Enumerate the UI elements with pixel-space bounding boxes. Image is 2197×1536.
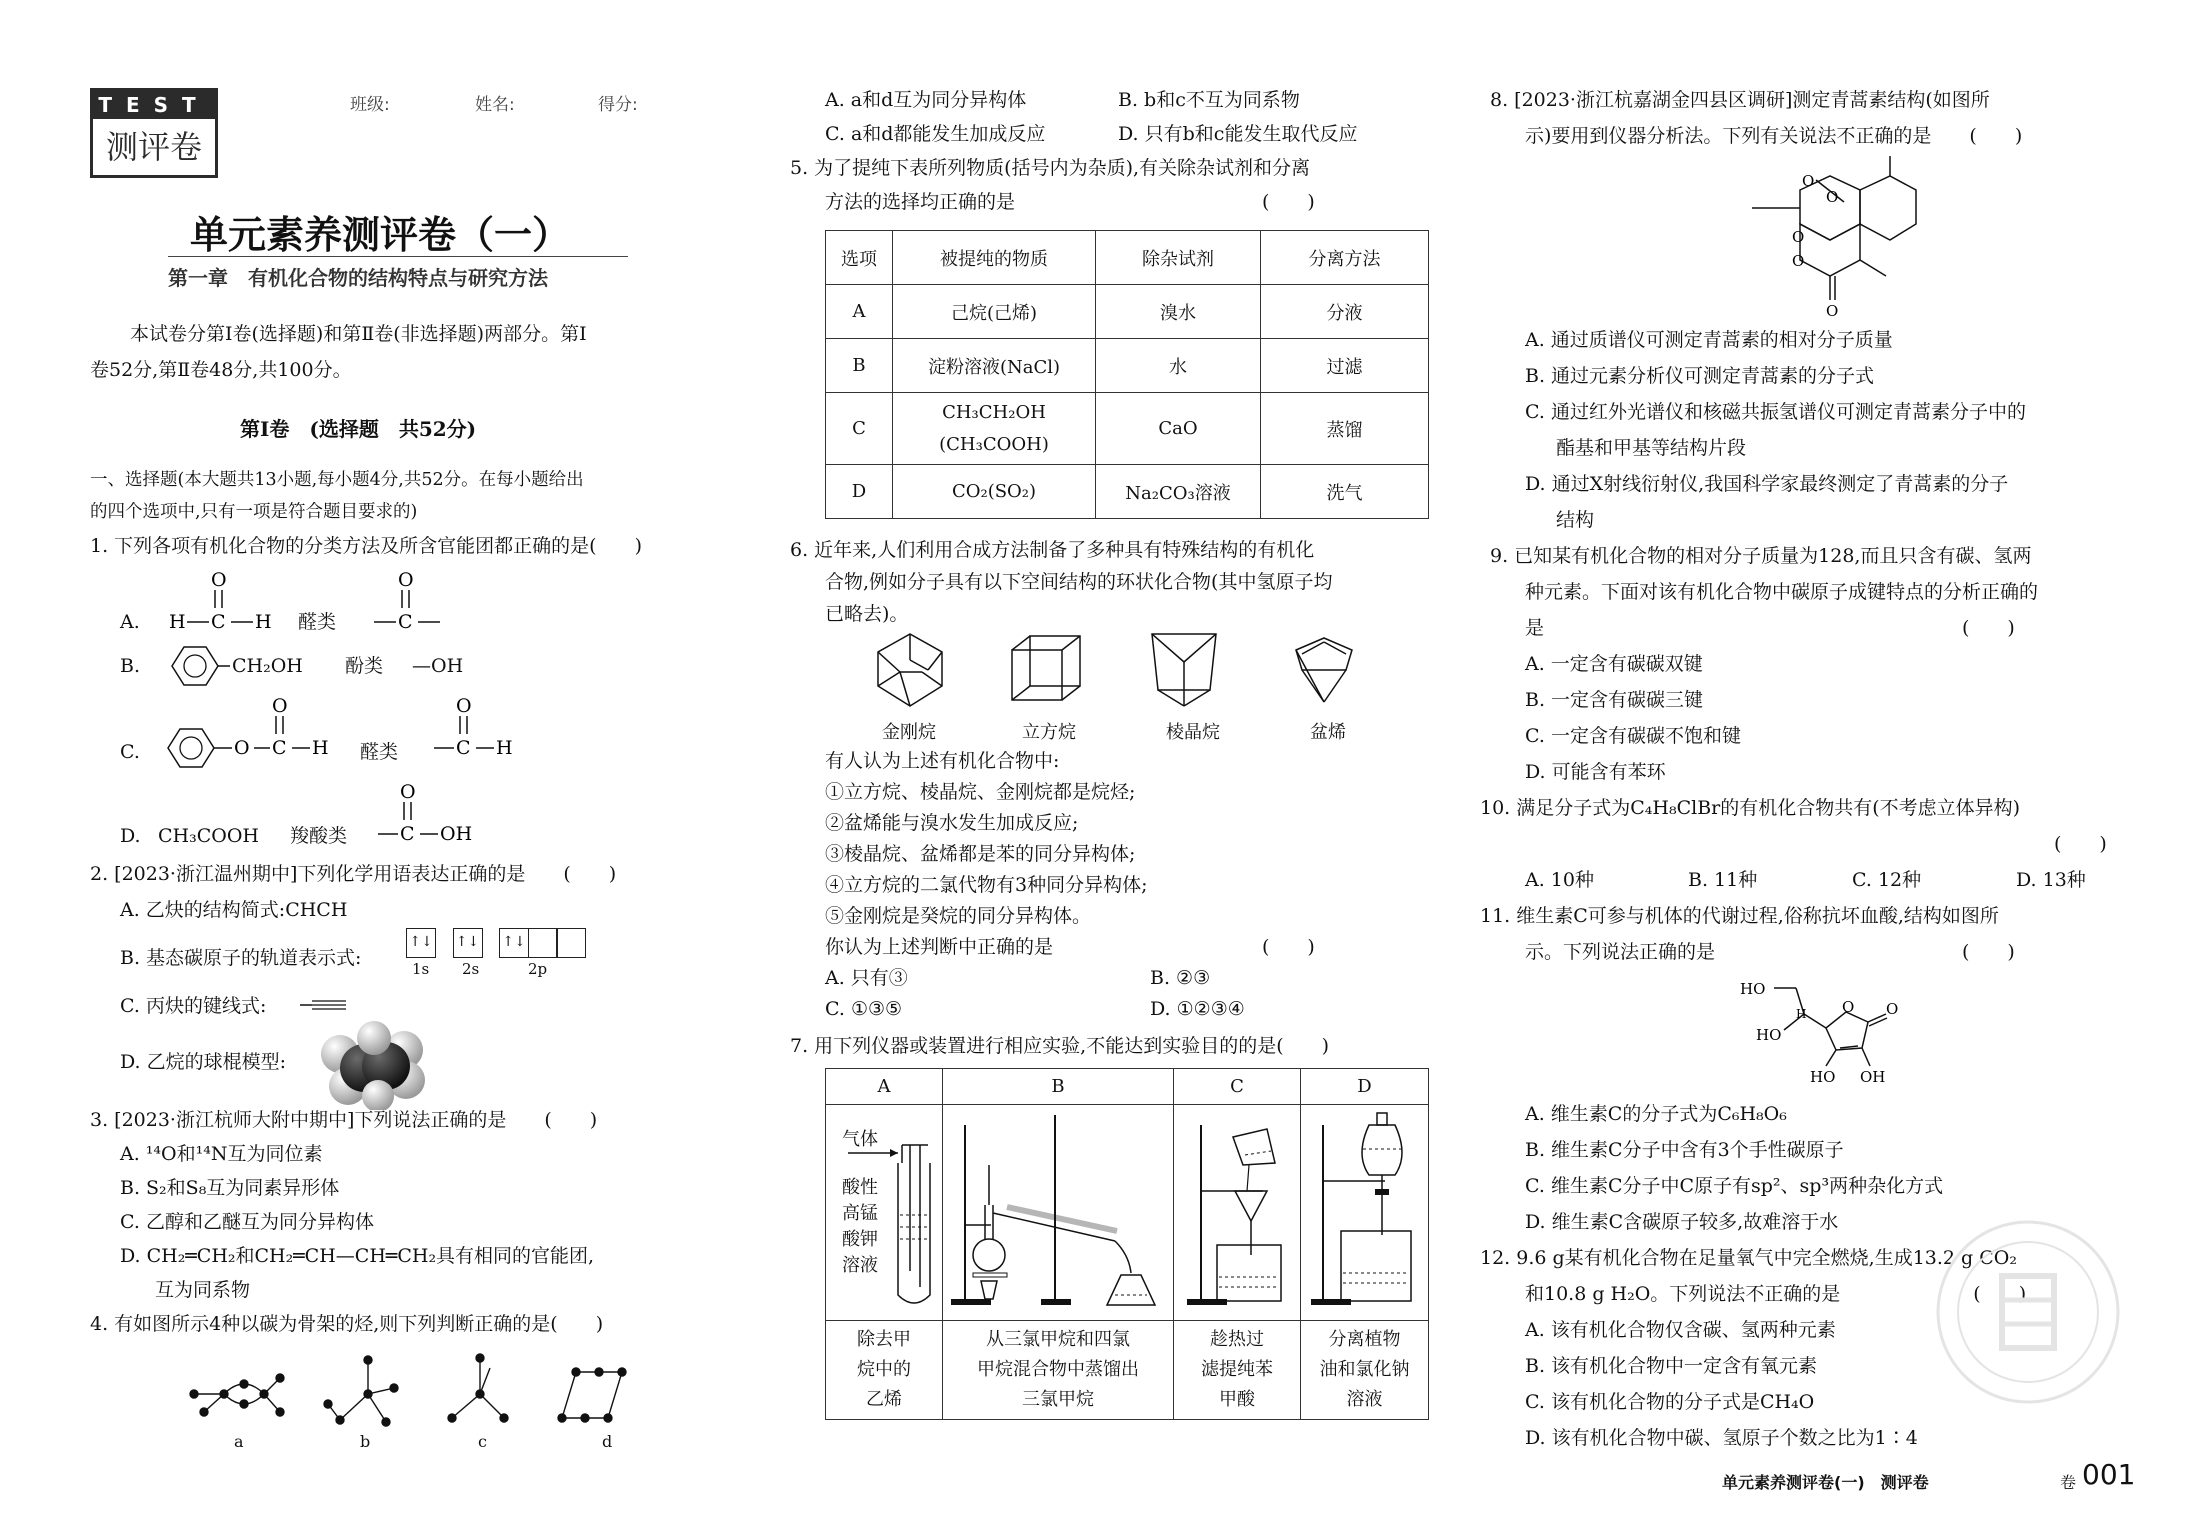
q5-cell: D <box>826 465 893 519</box>
q8-stem-line-1: 8. [2023·浙江杭嘉湖金四县区调研]测定青蒿素结构(如图所 <box>1490 89 1990 111</box>
q8-option-d-line-1: D. 通过X射线衍射仪,我国科学家最终测定了青蒿素的分子 <box>1525 473 2009 495</box>
benzvalene-icon <box>1296 638 1352 702</box>
q7-apparatus-c <box>1174 1105 1301 1321</box>
artemisinin-structure <box>1740 150 1940 320</box>
q7-diagram-row <box>826 1105 1429 1321</box>
svg-text:HO: HO <box>1740 980 1766 998</box>
svg-text:OH: OH <box>440 823 473 845</box>
adamantane-icon <box>878 634 942 706</box>
q6-option-c: C. ①③⑤ <box>825 998 903 1020</box>
table-row <box>826 285 1429 339</box>
hot-filtration-apparatus <box>1177 1105 1297 1315</box>
svg-text:O: O <box>456 695 472 717</box>
molecule-name-cubane: 立方烷 <box>1022 722 1076 743</box>
q12-stem-line-2: 和10.8 g H₂O。下列说法不正确的是 ( ) <box>1525 1283 2027 1305</box>
caption-line: 油和氯化钠 <box>1319 1359 1410 1380</box>
orbital-2s: ↑↓ <box>453 928 483 958</box>
table-row <box>826 339 1429 393</box>
footer-vol: 卷 <box>2060 1473 2077 1492</box>
svg-text:O: O <box>1826 302 1839 320</box>
skeleton-a <box>190 1374 284 1416</box>
q5-table-header <box>826 231 1429 285</box>
q7-apparatus-a <box>826 1105 943 1321</box>
svg-text:C: C <box>456 737 471 759</box>
q2-option-c: C. 丙炔的键线式: <box>120 995 267 1017</box>
q6-option-d: D. ①②③④ <box>1150 998 1245 1020</box>
orbital-1s: ↑↓ <box>406 928 436 958</box>
propyne-skeletal-line <box>300 998 350 1012</box>
q5-table <box>825 230 1429 519</box>
q10-stem-line-1: 10. 满足分子式为C₄H₈ClBr的有机化合物共有(不考虑立体异构) <box>1480 797 2021 819</box>
q3-option-d-line-1: D. CH₂═CH₂和CH₂═CH—CH═CH₂具有相同的官能团, <box>120 1245 595 1267</box>
reagent-line: 溶液 <box>842 1255 878 1276</box>
q2-option-a: A. 乙炔的结构简式:CHCH <box>120 899 348 921</box>
reagent-line: 高锰 <box>842 1203 878 1224</box>
q6-item-3: ③棱晶烷、盆烯都是苯的同分异构体; <box>825 843 1136 865</box>
q2-option-d: D. 乙烷的球棍模型: <box>120 1051 287 1073</box>
q5-cell: 过滤 <box>1261 339 1429 393</box>
q6-item-2: ②盆烯能与溴水发生加成反应; <box>825 812 1079 834</box>
test-badge <box>90 88 218 178</box>
orbital-2p-3 <box>556 928 586 958</box>
molecule-name-benzvalene: 盆烯 <box>1310 722 1346 743</box>
q9-option-c: C. 一定含有碳碳不饱和键 <box>1525 725 1741 747</box>
section1-line-2: 的四个选项中,只有一项是符合题目要求的) <box>90 502 418 522</box>
badge-top: TEST <box>93 91 215 119</box>
q7-apparatus-table <box>825 1068 1429 1420</box>
svg-text:HO: HO <box>1810 1068 1836 1086</box>
q4-option-a: A. a和d互为同分异构体 <box>825 89 1027 111</box>
footer-title: 单元素养测评卷(一) 测评卷 <box>1722 1473 1929 1492</box>
page-number: 001 <box>2082 1458 2136 1491</box>
orbital-2p-2 <box>528 928 558 958</box>
svg-text:O: O <box>1802 172 1815 190</box>
svg-text:O: O <box>1792 252 1805 270</box>
q10-option-a: A. 10种 <box>1525 869 1594 891</box>
svg-text:O: O <box>211 569 227 591</box>
q5-cell: B <box>826 339 893 393</box>
page-subtitle: 第一章 有机化合物的结构特点与研究方法 <box>168 266 548 290</box>
q5-cell: Na₂CO₃溶液 <box>1096 465 1261 519</box>
q5-cell: 洗气 <box>1261 465 1429 519</box>
q4-option-d: D. 只有b和c能发生取代反应 <box>1118 123 1358 145</box>
q1-option-c-label: C. <box>120 741 140 763</box>
svg-text:HO: HO <box>1756 1026 1782 1044</box>
q7-apparatus-b <box>943 1105 1174 1321</box>
table-row <box>826 465 1429 519</box>
q1-option-b-label: B. <box>120 655 141 677</box>
intro-line-2: 卷52分,第Ⅱ卷48分,共100分。 <box>90 359 352 381</box>
q5-header-method: 分离方法 <box>1261 231 1429 285</box>
q7-header-row <box>826 1069 1429 1105</box>
skeleton-b <box>324 1356 398 1426</box>
svg-text:C: C <box>272 737 287 759</box>
q1-option-a-class: 醛类 <box>298 611 337 633</box>
part1-title: 第Ⅰ卷 (选择题 共52分) <box>240 417 477 441</box>
score-field: 得分: <box>598 95 638 115</box>
cage-molecules <box>870 630 1410 710</box>
q5-cell: CO₂(SO₂) <box>893 465 1096 519</box>
q1-option-b-formula: CH₂OH <box>232 655 303 677</box>
svg-text:O: O <box>234 737 250 759</box>
skeleton-c <box>448 1354 508 1422</box>
watermark-seal-icon <box>1928 1212 2128 1412</box>
intro-line-1: 本试卷分第Ⅰ卷(选择题)和第Ⅱ卷(非选择题)两部分。第Ⅰ <box>130 323 587 345</box>
aldehyde-group <box>432 690 522 776</box>
q7-caption-d <box>1301 1321 1429 1420</box>
q7-header-a: A <box>826 1069 943 1105</box>
svg-text:H: H <box>496 737 513 759</box>
cubane-icon <box>1012 636 1080 700</box>
svg-text:O: O <box>398 569 414 591</box>
q5-cell: CH₃CH₂OH (CH₃COOH) <box>893 393 1096 465</box>
q7-header-c: C <box>1174 1069 1301 1105</box>
q7-caption-a <box>826 1321 943 1420</box>
reagent-line: 酸钾 <box>842 1229 878 1250</box>
carbonyl-group <box>372 568 442 640</box>
q6-stem-line-3: 已略去)。 <box>825 603 909 625</box>
table-row <box>826 393 1429 465</box>
q10-stem-line-2: ( ) <box>2054 833 2107 855</box>
q7-caption-c <box>1174 1321 1301 1420</box>
q9-stem-line-3: 是 ( ) <box>1525 617 2015 639</box>
q1-option-b-class: 酚类 <box>345 655 384 677</box>
q10-option-c: C. 12种 <box>1852 869 1922 891</box>
q1-option-d-class: 羧酸类 <box>290 825 348 847</box>
svg-text:O: O <box>272 695 288 717</box>
q9-option-a: A. 一定含有碳碳双键 <box>1525 653 1703 675</box>
svg-text:OH: OH <box>1860 1068 1886 1086</box>
caption-line: 三氯甲烷 <box>1022 1389 1094 1410</box>
name-field: 姓名: <box>475 95 515 115</box>
orbital-label-1s: 1s <box>412 960 430 978</box>
q5-cell: 溴水 <box>1096 285 1261 339</box>
q7-stem: 7. 用下列仪器或装置进行相应实验,不能达到实验目的的是( ) <box>790 1035 1330 1057</box>
gas-label: 气体 <box>842 1129 878 1150</box>
caption-line: 滤提纯苯 <box>1201 1359 1273 1380</box>
caption-line: 趁热过 <box>1210 1329 1264 1350</box>
q5-stem-line-1: 5. 为了提纯下表所列物质(括号内为杂质),有关除杂试剂和分离 <box>790 157 1311 179</box>
q11-stem-line-2: 示。下列说法正确的是 ( ) <box>1525 941 2015 963</box>
badge-bottom: 测评卷 <box>105 128 202 166</box>
skeleton-d <box>558 1368 626 1422</box>
class-field: 班级: <box>350 95 390 115</box>
molecule-name-adamantane: 金刚烷 <box>882 722 936 743</box>
q3-option-a: A. ¹⁴O和¹⁴N互为同位素 <box>120 1143 323 1165</box>
q11-option-d: D. 维生素C含碳原子较多,故难溶于水 <box>1525 1211 1839 1233</box>
q9-stem-line-2: 种元素。下面对该有机化合物中碳原子成键特点的分析正确的 <box>1525 581 2039 603</box>
separatory-funnel-apparatus <box>1305 1105 1425 1315</box>
q5-cell: 己烷(己烯) <box>893 285 1096 339</box>
q5-cell: 分液 <box>1261 285 1429 339</box>
q5-cell: 淀粉溶液(NaCl) <box>893 339 1096 393</box>
q9-stem-line-1: 9. 已知某有机化合物的相对分子质量为128,而且只含有碳、氢两 <box>1490 545 2032 567</box>
orbital-label-2p: 2p <box>528 960 548 978</box>
skeleton-label-c: c <box>478 1432 487 1451</box>
q4-option-b: B. b和c不互为同系物 <box>1118 89 1300 111</box>
caption-line: 从三氯甲烷和四氯 <box>986 1329 1130 1350</box>
orbital-diagram <box>406 928 585 958</box>
q5-cell: C <box>826 393 893 465</box>
vitamin-c-structure <box>1740 970 1900 1086</box>
q5-header-reagent: 除杂试剂 <box>1096 231 1261 285</box>
q1-option-c-class: 醛类 <box>360 741 399 763</box>
svg-text:C: C <box>398 611 413 633</box>
q1-stem: 1. 下列各项有机化合物的分类方法及所含官能团都正确的是( ) <box>90 535 642 557</box>
q5-stem-line-2: 方法的选择均正确的是 ( ) <box>825 191 1315 213</box>
q8-option-d-line-2: 结构 <box>1556 509 1595 531</box>
q10-option-d: D. 13种 <box>2016 869 2086 891</box>
q12-stem-line-1: 12. 9.6 g某有机化合物在足量氧气中完全燃烧,生成13.2 g CO₂ <box>1480 1247 2017 1269</box>
caption-line: 甲酸 <box>1219 1389 1255 1410</box>
q1-option-d-label: D. <box>120 825 141 847</box>
q2-stem: 2. [2023·浙江温州期中]下列化学用语表达正确的是 ( ) <box>90 863 617 885</box>
svg-text:O: O <box>1886 1000 1899 1018</box>
q1-option-b-group: —OH <box>412 655 464 677</box>
q7-caption-row <box>826 1321 1429 1420</box>
gas-washing-tube <box>836 1115 936 1311</box>
svg-text:H: H <box>169 611 186 633</box>
skeleton-label-d: d <box>602 1432 613 1451</box>
q6-ask: 你认为上述判断中正确的是 ( ) <box>825 936 1315 958</box>
q8-option-c-line-2: 酯基和甲基等结构片段 <box>1556 437 1747 459</box>
hydrocarbon-skeletons <box>180 1348 660 1448</box>
q11-option-c: C. 维生素C分子中C原子有sp²、sp³两种杂化方式 <box>1525 1175 1944 1197</box>
q5-cell: A <box>826 285 893 339</box>
page-title: 单元素养测评卷（一） <box>190 213 571 257</box>
q7-caption-b <box>943 1321 1174 1420</box>
q6-stem-line-2: 合物,例如分子具有以下空间结构的环状化合物(其中氢原子均 <box>825 571 1333 593</box>
q3-stem: 3. [2023·浙江杭师大附中期中]下列说法正确的是 ( ) <box>90 1109 598 1131</box>
caption-line: 溶液 <box>1346 1389 1383 1410</box>
ethane-ball-stick-model <box>318 1020 428 1110</box>
q8-stem-line-2: 示)要用到仪器分析法。下列有关说法不正确的是 ( ) <box>1525 125 2023 147</box>
q5-cell: 水 <box>1096 339 1261 393</box>
phenyl-formate-structure <box>160 690 335 776</box>
q5-header-substance: 被提纯的物质 <box>893 231 1096 285</box>
svg-text:H: H <box>312 737 329 759</box>
q12-option-a: A. 该有机化合物仅含碳、氢两种元素 <box>1525 1319 1836 1341</box>
q1-option-d-formula: CH₃COOH <box>158 825 259 847</box>
q8-option-b: B. 通过元素分析仪可测定青蒿素的分子式 <box>1525 365 1875 387</box>
svg-text:H: H <box>255 611 272 633</box>
q4-option-c: C. a和d都能发生加成反应 <box>825 123 1046 145</box>
q7-header-b: B <box>943 1069 1174 1105</box>
section1-line-1: 一、选择题(本大题共13小题,每小题4分,共52分。在每小题给出 <box>90 470 584 490</box>
q8-option-a: A. 通过质谱仪可测定青蒿素的相对分子质量 <box>1525 329 1893 351</box>
formaldehyde-structure <box>165 568 285 640</box>
molecule-name-prismane: 棱晶烷 <box>1166 722 1220 743</box>
distillation-apparatus <box>945 1105 1171 1315</box>
skeleton-label-a: a <box>234 1432 244 1451</box>
q11-option-a: A. 维生素C的分子式为C₆H₈O₆ <box>1525 1103 1787 1125</box>
q3-option-d-line-2: 互为同系物 <box>155 1279 251 1301</box>
q6-stem-line-1: 6. 近年来,人们利用合成方法制备了多种具有特殊结构的有机化 <box>790 539 1315 561</box>
svg-text:O: O <box>1792 228 1805 246</box>
svg-text:O: O <box>400 781 416 803</box>
orbital-2p-1: ↑↓ <box>499 928 529 958</box>
q3-option-c: C. 乙醇和乙醚互为同分异构体 <box>120 1211 374 1233</box>
q6-option-b: B. ②③ <box>1150 967 1211 989</box>
caption-line: 乙烯 <box>866 1389 902 1410</box>
q10-option-b: B. 11种 <box>1688 869 1758 891</box>
caption-line: 除去甲 <box>857 1329 911 1350</box>
orbital-label-2s: 2s <box>462 960 480 978</box>
skeleton-label-b: b <box>360 1432 371 1451</box>
svg-text:C: C <box>211 611 226 633</box>
svg-text:O: O <box>1826 188 1839 206</box>
prismane-icon <box>1152 634 1216 706</box>
q6-option-a: A. 只有③ <box>825 967 908 989</box>
carboxyl-group <box>376 774 486 860</box>
q8-option-c-line-1: C. 通过红外光谱仪和核磁共振氢谱仪可测定青蒿素分子中的 <box>1525 401 2026 423</box>
q1-option-a-label: A. <box>120 611 140 633</box>
q6-item-1: ①立方烷、棱晶烷、金刚烷都是烷烃; <box>825 781 1136 803</box>
caption-line: 甲烷混合物中蒸馏出 <box>977 1359 1139 1380</box>
q4-stem: 4. 有如图所示4种以碳为骨架的烃,则下列判断正确的是( ) <box>90 1313 604 1335</box>
q12-option-b: B. 该有机化合物中一定含有氧元素 <box>1525 1355 1818 1377</box>
q12-option-d: D. 该有机化合物中碳、氢原子个数之比为1∶4 <box>1525 1427 1918 1449</box>
benzene-ring-icon <box>160 643 230 689</box>
title-rule <box>168 256 628 257</box>
q9-option-b: B. 一定含有碳碳三键 <box>1525 689 1704 711</box>
q6-lead: 有人认为上述有机化合物中: <box>825 750 1060 772</box>
svg-text:H: H <box>1796 1007 1807 1021</box>
q3-option-b: B. S₂和S₈互为同素异形体 <box>120 1177 340 1199</box>
caption-line: 烷中的 <box>857 1359 911 1380</box>
q5-cell: 蒸馏 <box>1261 393 1429 465</box>
q6-item-5: ⑤金刚烷是癸烷的同分异构体。 <box>825 905 1092 927</box>
q11-option-b: B. 维生素C分子中含有3个手性碳原子 <box>1525 1139 1844 1161</box>
svg-text:O: O <box>1842 998 1855 1016</box>
q5-header-option: 选项 <box>826 231 893 285</box>
reagent-line: 酸性 <box>842 1177 878 1198</box>
q2-option-b: B. 基态碳原子的轨道表示式: <box>120 947 362 969</box>
q11-stem-line-1: 11. 维生素C可参与机体的代谢过程,俗称抗坏血酸,结构如图所 <box>1480 905 1999 927</box>
q6-item-4: ④立方烷的二氯代物有3种同分异构体; <box>825 874 1148 896</box>
svg-text:C: C <box>400 823 415 845</box>
q9-option-d: D. 可能含有苯环 <box>1525 761 1666 783</box>
caption-line: 分离植物 <box>1328 1329 1401 1350</box>
q7-apparatus-d <box>1301 1105 1429 1321</box>
q7-header-d: D <box>1301 1069 1429 1105</box>
q12-option-c: C. 该有机化合物的分子式是CH₄O <box>1525 1391 1815 1413</box>
q5-cell: CaO <box>1096 393 1261 465</box>
